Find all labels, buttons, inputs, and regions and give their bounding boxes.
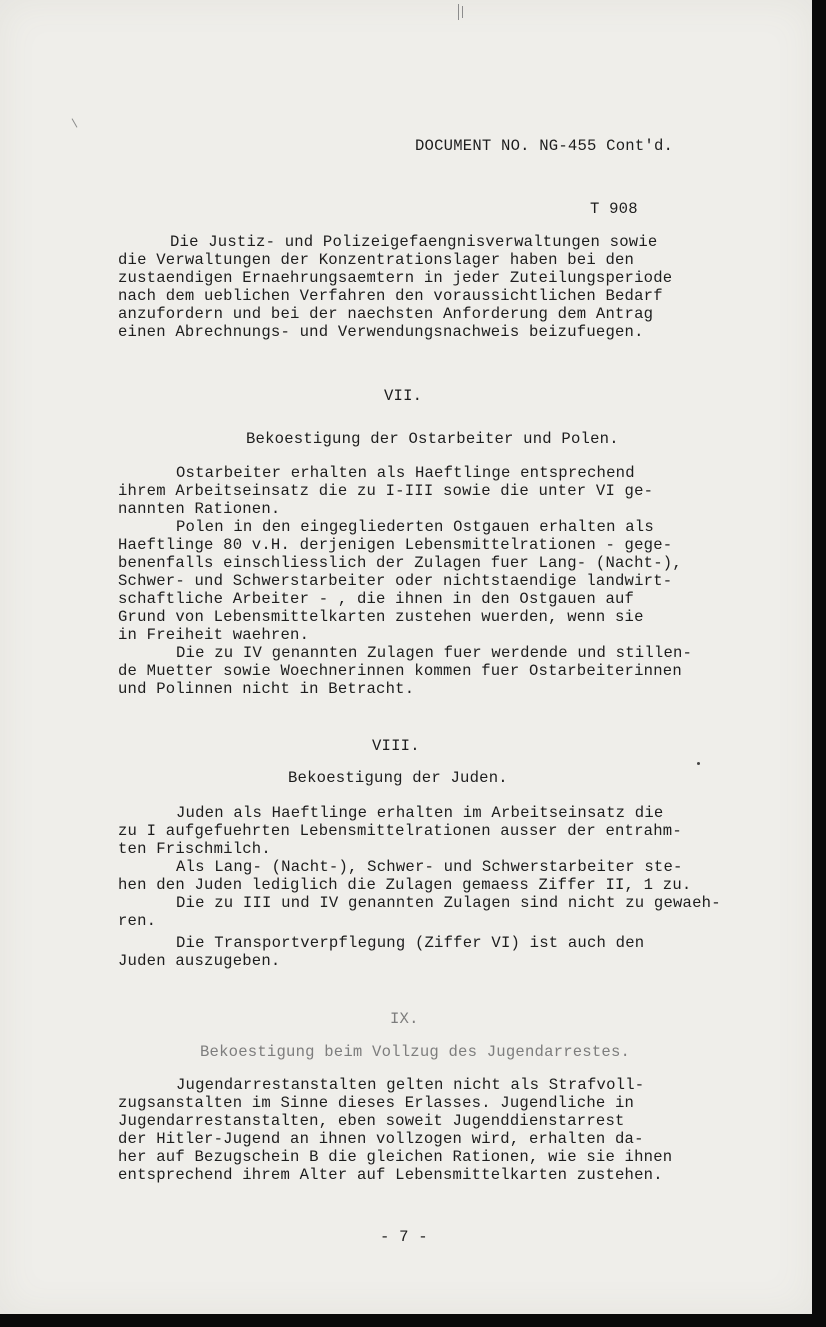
- section-numeral: VII.: [384, 387, 423, 405]
- page-number: - 7 -: [380, 1228, 428, 1246]
- section-numeral: IX.: [390, 1010, 419, 1028]
- section-numeral: VIII.: [372, 737, 420, 755]
- text-line: zu I aufgefuehrten Lebensmittelrationen ausser der entrahm-: [118, 822, 682, 840]
- text-line: nannten Rationen.: [118, 500, 281, 518]
- text-line: die Verwaltungen der Konzentrationslager haben bei den: [118, 251, 635, 269]
- section-title: Bekoestigung beim Vollzug des Jugendarrestes.: [200, 1043, 631, 1061]
- text-line: Haeftlinge 80 v.H. derjenigen Lebensmittelrationen - gege-: [118, 536, 673, 554]
- text-line: Schwer- und Schwerstarbeiter oder nichtstaendige landwirt-: [118, 572, 673, 590]
- text-line: anzufordern und bei der naechsten Anforderung dem Antrag: [118, 305, 654, 323]
- text-line: schaftliche Arbeiter - , die ihnen in den Ostgauen auf: [118, 590, 635, 608]
- text-line: Polen in den eingegliederten Ostgauen erhalten als: [176, 518, 654, 536]
- text-line: hen den Juden lediglich die Zulagen gemaess Ziffer II, 1 zu.: [118, 876, 692, 894]
- text-line: ten Frischmilch.: [118, 840, 271, 858]
- text-line: Als Lang- (Nacht-), Schwer- und Schwerstarbeiter ste-: [176, 858, 683, 876]
- text-line: her auf Bezugschein B die gleichen Rationen, wie sie ihnen: [118, 1148, 673, 1166]
- text-line: Die Transportverpflegung (Ziffer VI) ist auch den: [176, 934, 645, 952]
- text-line: zustaendigen Ernaehrungsaemtern in jeder Zuteilungsperiode: [118, 269, 673, 287]
- text-line: entsprechend ihrem Alter auf Lebensmittelkarten zustehen.: [118, 1166, 663, 1184]
- text-line: nach dem ueblichen Verfahren den voraussichtlichen Bedarf: [118, 287, 663, 305]
- text-line: Juden als Haeftlinge erhalten im Arbeitseinsatz die: [176, 804, 664, 822]
- text-line: und Polinnen nicht in Betracht.: [118, 680, 415, 698]
- text-line: Juden auszugeben.: [118, 952, 281, 970]
- scan-mark: [462, 6, 463, 18]
- text-line: Die zu IV genannten Zulagen fuer werdende und stillen-: [176, 644, 693, 662]
- text-line: der Hitler-Jugend an ihnen vollzogen wird, erhalten da-: [118, 1130, 644, 1148]
- section-title: Bekoestigung der Juden.: [288, 769, 508, 787]
- text-line: in Freiheit waehren.: [118, 626, 310, 644]
- text-line: Grund von Lebensmittelkarten zustehen wuerden, wenn sie: [118, 608, 644, 626]
- text-line: Die Justiz- und Polizeigefaengnisverwaltungen sowie: [170, 233, 658, 251]
- text-line: ren.: [118, 912, 157, 930]
- text-line: benenfalls einschliesslich der Zulagen fuer Lang- (Nacht-),: [118, 554, 682, 572]
- text-line: de Muetter sowie Woechnerinnen kommen fuer Ostarbeiterinnen: [118, 662, 682, 680]
- paper-scratch: [72, 118, 78, 127]
- document-header: DOCUMENT NO. NG-455 Cont'd.: [415, 137, 674, 155]
- text-line: zugsanstalten im Sinne dieses Erlasses. Jugendliche in: [118, 1094, 635, 1112]
- text-line: Die zu III und IV genannten Zulagen sind nicht zu gewaeh-: [176, 894, 721, 912]
- text-line: ihrem Arbeitseinsatz die zu I-III sowie die unter VI ge-: [118, 482, 654, 500]
- section-title: Bekoestigung der Ostarbeiter und Polen.: [246, 430, 619, 448]
- text-line: Ostarbeiter erhalten als Haeftlinge entsprechend: [176, 464, 635, 482]
- scan-mark: [458, 4, 459, 20]
- document-reference: T 908: [590, 200, 638, 218]
- text-line: Jugendarrestanstalten gelten nicht als Strafvoll-: [176, 1076, 645, 1094]
- ink-dot: [697, 762, 700, 765]
- text-line: einen Abrechnungs- und Verwendungsnachweis beizufuegen.: [118, 323, 644, 341]
- text-line: Jugendarrestanstalten, eben soweit Jugenddienstarrest: [118, 1112, 625, 1130]
